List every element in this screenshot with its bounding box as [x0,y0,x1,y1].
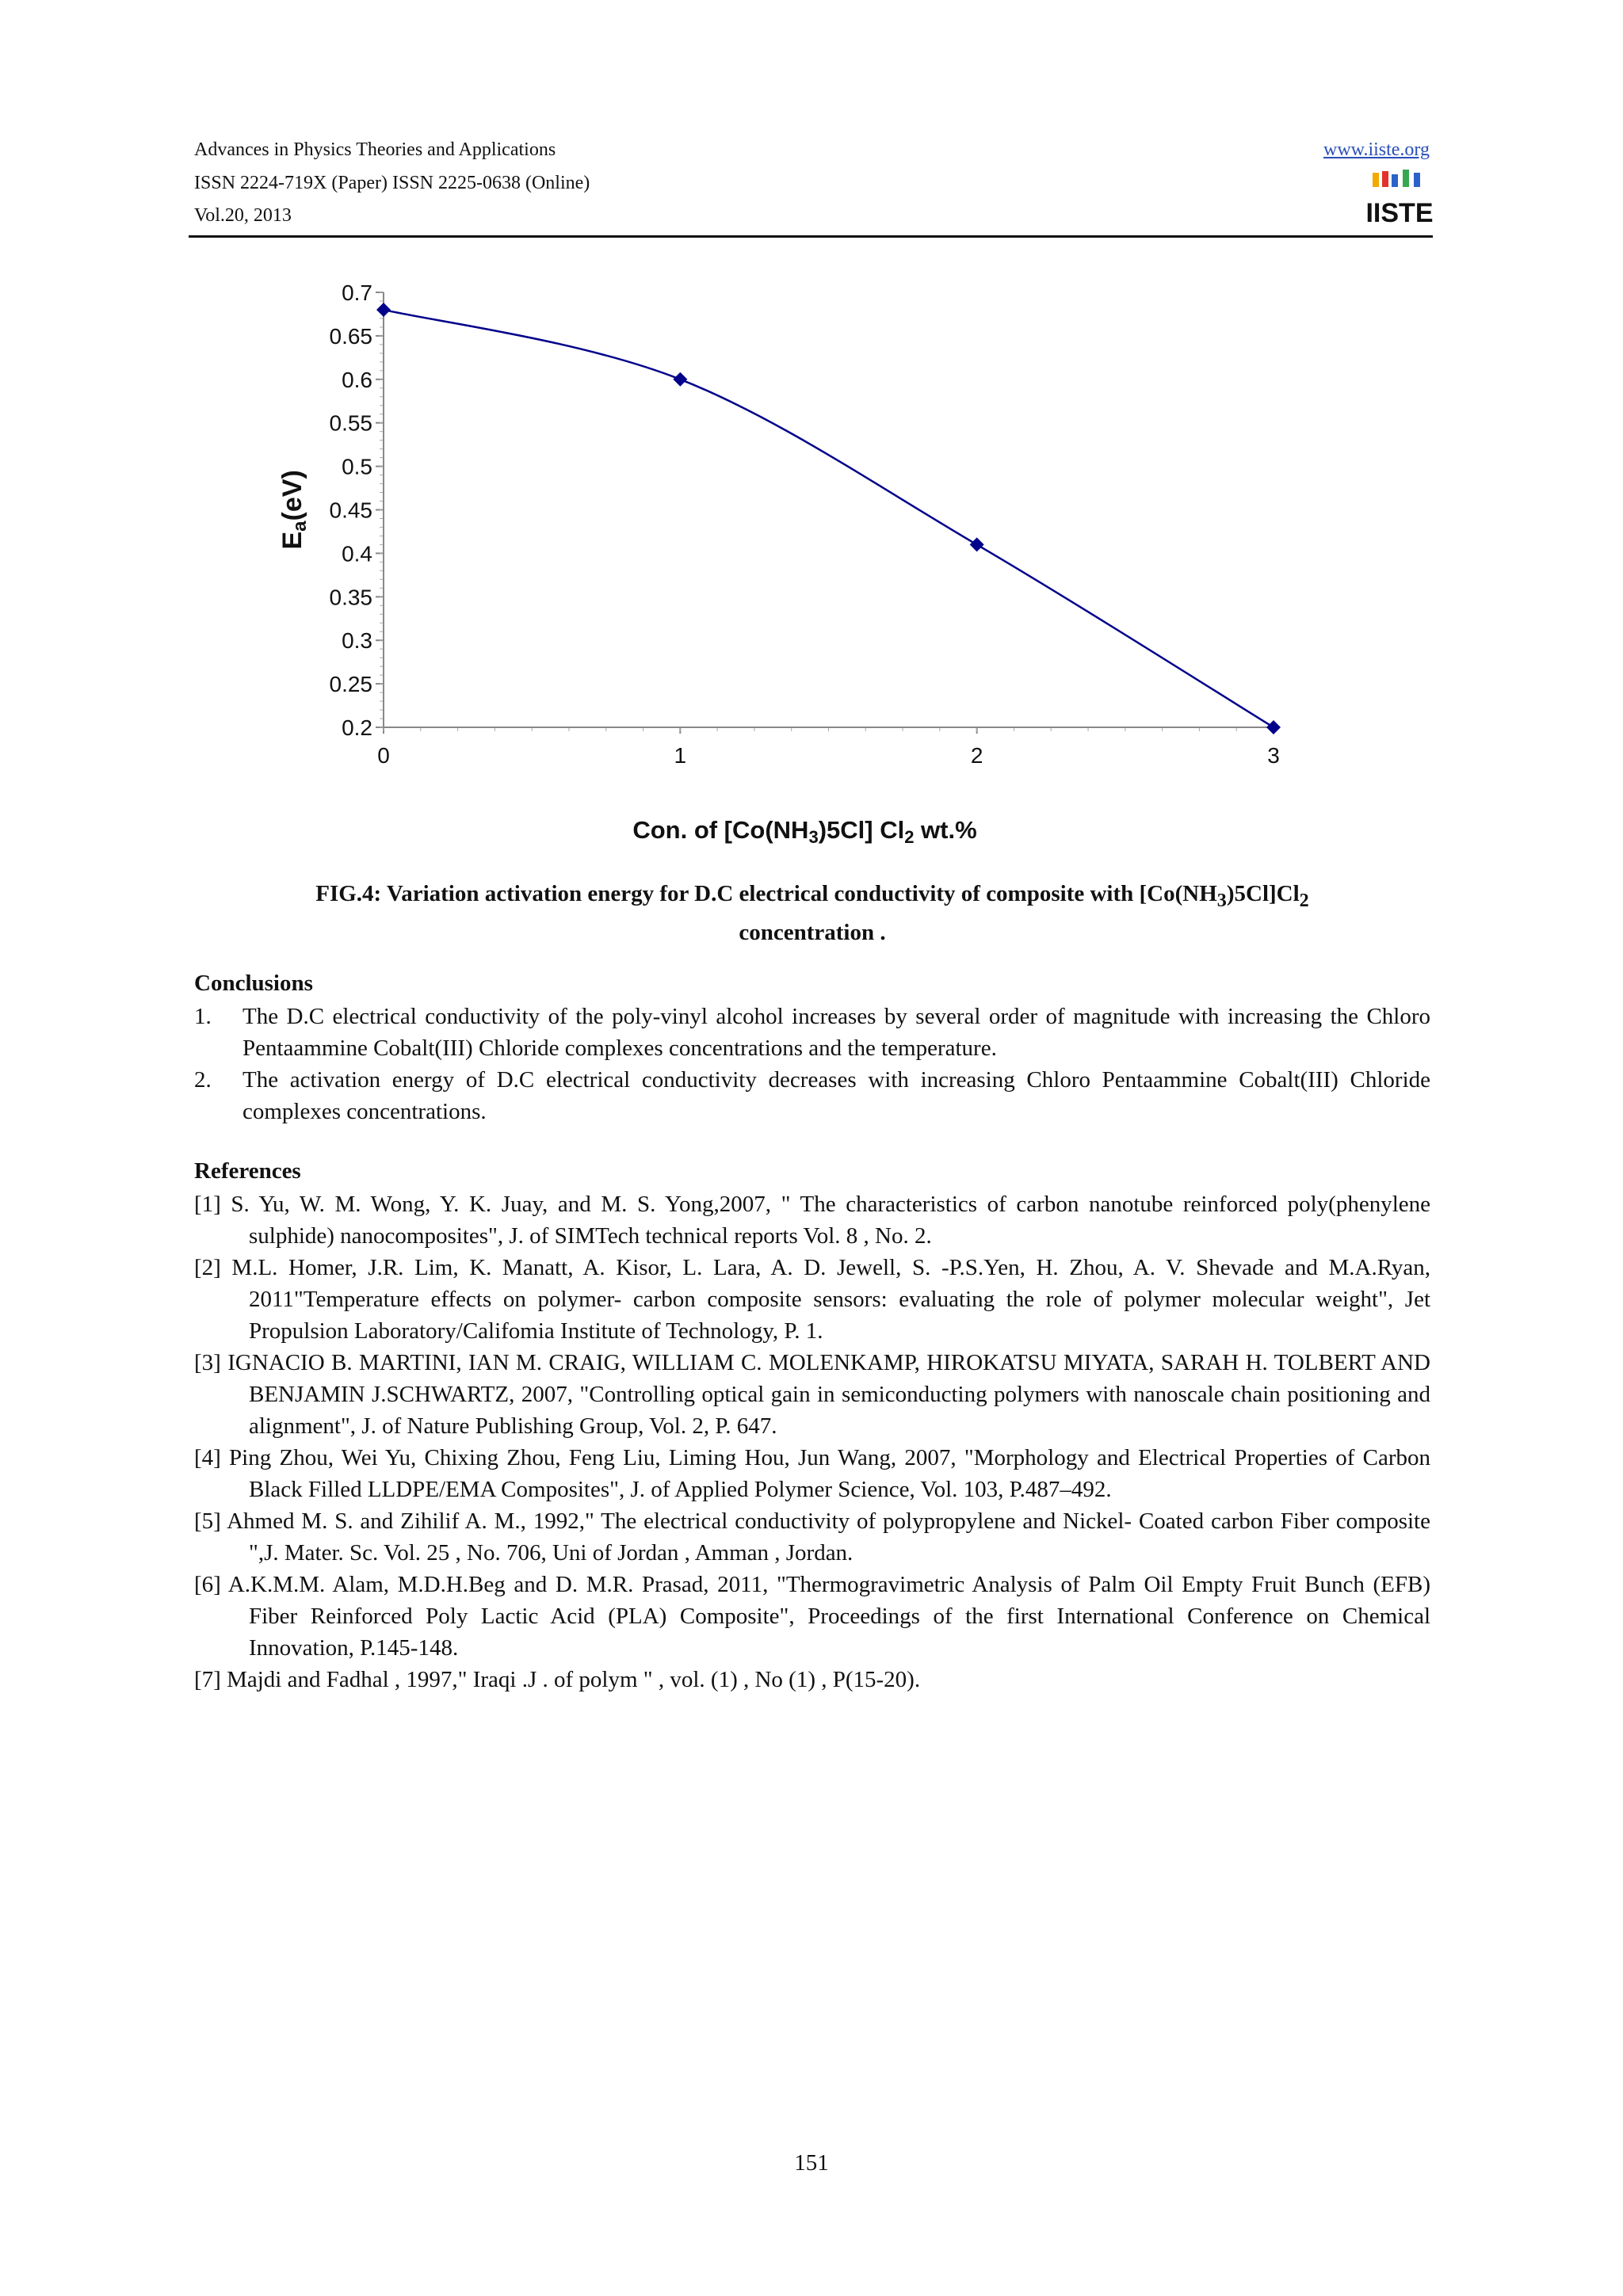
data-point-marker [376,303,391,317]
x-tick-label: 0 [377,743,390,768]
data-point-marker [970,537,984,551]
logo-text: IISTE [1365,198,1434,228]
activation-energy-chart [254,269,1466,856]
y-tick-label: 0.45 [329,498,372,523]
conclusion-number: 1. [194,1004,212,1029]
series-line [384,310,1274,727]
data-point-marker [1266,720,1281,734]
conclusion-number: 2. [194,1067,212,1093]
y-label-rest: (eV) [277,470,307,521]
x-tick-label: 1 [674,743,687,768]
journal-url-link[interactable]: www.iiste.org [1323,139,1430,160]
reference-item: [1] S. Yu, W. M. Wong, Y. K. Juay, and M. S. Yong,2007, " The characteristics of carbon nanotube reinforced poly(phenylene sulphide) nanocomposites", J. of SIMTech technical reports Vol. 8 , No. 2. [194,1192,1430,1249]
header-rule [189,235,1433,238]
y-axis-ticks [330,280,384,740]
caption-sub: 2 [1299,889,1309,911]
conclusion-item [194,1064,1430,1127]
y-label-sub: a [289,521,311,532]
y-tick-label: 0.25 [329,672,372,697]
caption-text: )5Cl]Cl [1226,881,1300,906]
x-label-sub: 3 [808,827,819,847]
reference-item: [4] Ping Zhou, Wei Yu, Chixing Zhou, Feng Liu, Liming Hou, Jun Wang, 2007, "Morphology and Electrical Properties of Carbon Black Filled LLDPE/EMA Composites", J. of Applied Polymer Science, Vol. 103, P.487–492. [194,1445,1430,1502]
x-axis-ticks [377,727,1280,768]
x-label-sub: 2 [904,827,915,847]
caption-text: FIG.4: Variation activation energy for D.C electrical conductivity of composite with [Co(NH [315,881,1217,906]
x-label-part: wt.% [914,816,977,844]
x-label-part: )5Cl] Cl [818,816,905,844]
y-tick-label: 0.2 [342,715,372,740]
y-label-main: E [277,531,307,550]
logo-bars [1373,170,1420,187]
references-heading: References [194,1158,301,1184]
y-tick-label: 0.4 [342,541,372,566]
reference-item: [5] Ahmed M. S. and Zihilif A. M., 1992," The electrical conductivity of polypropylene and Nickel- Coated carbon Fiber composite ",J. Mater. Sc. Vol. 25 , No. 706, Uni of Jordan , Amman , Jordan. [194,1508,1430,1566]
caption-line-1 [194,878,1430,917]
y-axis-label [277,470,311,549]
conclusions-heading: Conclusions [194,971,313,996]
x-tick-label: 2 [970,743,983,768]
y-tick-label: 0.6 [342,367,372,392]
conclusion-text: The activation energy of D.C electrical conductivity decreases with increasing Chloro Pentaammine Cobalt(III) Chloride complexes concentrations. [242,1067,1430,1124]
y-tick-label: 0.7 [342,280,372,305]
data-markers [376,303,1281,734]
y-tick-label: 0.55 [329,410,372,436]
y-tick-label: 0.3 [342,628,372,654]
x-label-part: Con. of [Co(NH [632,816,809,844]
reference-item: [6] A.K.M.M. Alam, M.D.H.Beg and D. M.R. Prasad, 2011, "Thermogravimetric Analysis of Palm Oil Empty Fruit Bunch (EFB) Fiber Reinforced Poly Lactic Acid (PLA) Composite", Proceedings of the first International Conference on Chemical Innovation, P.145-148. [194,1572,1430,1661]
conclusions-list [194,1001,1430,1127]
y-tick-label: 0.5 [342,454,372,479]
y-tick-label: 0.35 [329,585,372,610]
journal-title: Advances in Physics Theories and Applications [194,139,556,160]
x-axis-label [632,816,976,847]
iiste-logo [1365,168,1434,228]
page-number: 151 [794,2150,829,2176]
volume-line: Vol.20, 2013 [194,205,292,226]
conclusion-text: The D.C electrical conductivity of the poly-vinyl alcohol increases by several order of magnitude with increasing the Chloro Pentaammine Cobalt(III) Chloride complexes concentrations and the temperature. [242,1004,1430,1061]
conclusion-item [194,1001,1430,1064]
figure-caption [194,878,1430,948]
references-list [194,1188,1430,1695]
issn-line: ISSN 2224-719X (Paper) ISSN 2225-0638 (Online) [194,173,590,193]
caption-line-2: concentration . [739,919,886,945]
reference-item: [7] Majdi and Fadhal , 1997," Iraqi .J . of polym " , vol. (1) , No (1) , P(15-20). [194,1667,921,1692]
reference-item: [2] M.L. Homer, J.R. Lim, K. Manatt, A. Kisor, L. Lara, A. D. Jewell, S. -P.S.Yen, H. Zhou, A. V. Shevade and M.A.Ryan, 2011"Temperature effects on polymer- carbon composite sensors: evaluating the role of polymer molecular weight", Jet Propulsion Laboratory/Califomia Institute of Technology, P. 1. [194,1255,1430,1344]
x-tick-label: 3 [1267,743,1280,768]
caption-sub: 3 [1216,889,1227,911]
data-point-marker [673,372,687,387]
reference-item: [3] IGNACIO B. MARTINI, IAN M. CRAIG, WILLIAM C. MOLENKAMP, HIROKATSU MIYATA, SARAH H. TOLBERT AND BENJAMIN J.SCHWARTZ, 2007, "Controlling optical gain in semiconducting polymers with nanoscale chain positioning and alignment", J. of Nature Publishing Group, Vol. 2, P. 647. [194,1350,1430,1439]
y-tick-label: 0.65 [329,323,372,349]
